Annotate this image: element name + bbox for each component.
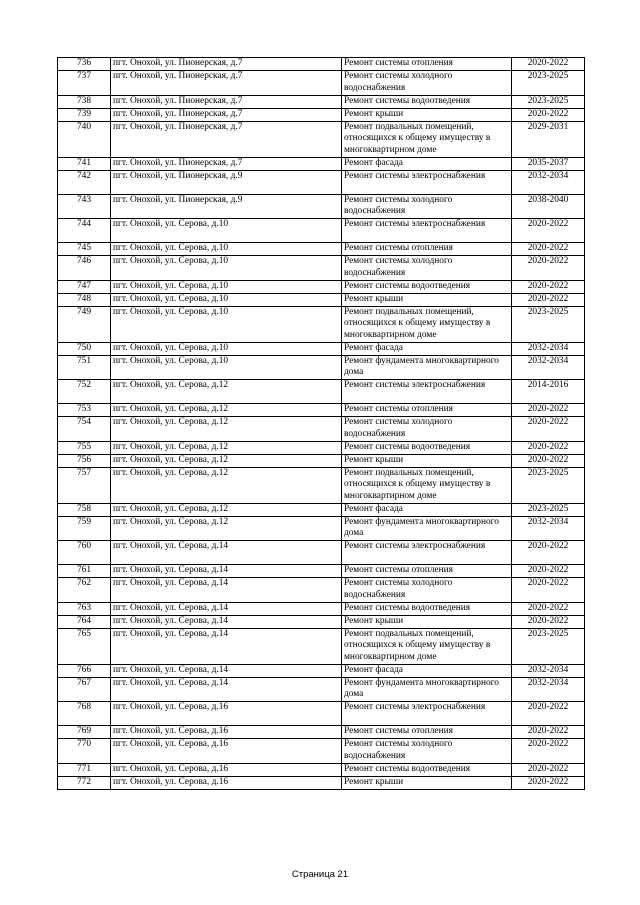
row-number: 753 — [58, 404, 111, 417]
work-type-cell: Ремонт системы электроснабжения — [342, 219, 512, 243]
period-cell: 2020-2022 — [512, 293, 585, 306]
period-cell: 2020-2022 — [512, 219, 585, 243]
address-cell: пгт. Онохой, ул. Серова, д.12 — [111, 441, 342, 454]
period-cell: 2032-2034 — [512, 342, 585, 355]
work-type-cell: Ремонт фундамента многоквартирного дома — [342, 516, 512, 541]
address-cell: пгт. Онохой, ул. Серова, д.12 — [111, 380, 342, 404]
address-cell: пгт. Онохой, ул. Пионерская, д.9 — [111, 194, 342, 219]
work-type-cell: Ремонт системы электроснабжения — [342, 380, 512, 404]
work-type-cell: Ремонт системы водоотведения — [342, 95, 512, 108]
work-type-cell: Ремонт крыши — [342, 615, 512, 628]
work-type-cell: Ремонт фундамента многоквартирного дома — [342, 677, 512, 702]
period-cell: 2023-2025 — [512, 71, 585, 96]
work-type-cell: Ремонт системы холодного водоснабжения — [342, 71, 512, 96]
period-cell: 2020-2022 — [512, 243, 585, 256]
row-number: 772 — [58, 776, 111, 789]
work-type-cell: Ремонт фасада — [342, 664, 512, 677]
row-number: 750 — [58, 342, 111, 355]
address-cell: пгт. Онохой, ул. Серова, д.14 — [111, 677, 342, 702]
row-number: 751 — [58, 355, 111, 380]
table-row — [58, 454, 585, 467]
period-cell: 2032-2034 — [512, 516, 585, 541]
row-number: 769 — [58, 726, 111, 739]
repair-schedule-table — [57, 57, 585, 790]
table-row — [58, 380, 585, 404]
table-row — [58, 170, 585, 194]
period-cell: 2020-2022 — [512, 454, 585, 467]
address-cell: пгт. Онохой, ул. Серова, д.12 — [111, 454, 342, 467]
work-type-cell: Ремонт крыши — [342, 454, 512, 467]
work-type-cell: Ремонт системы холодного водоснабжения — [342, 578, 512, 603]
period-cell: 2020-2022 — [512, 702, 585, 726]
period-cell: 2020-2022 — [512, 578, 585, 603]
row-number: 759 — [58, 516, 111, 541]
table-row — [58, 58, 585, 71]
work-type-cell: Ремонт фасада — [342, 503, 512, 516]
period-cell: 2020-2022 — [512, 108, 585, 121]
table-row — [58, 256, 585, 281]
row-number: 760 — [58, 541, 111, 565]
row-number: 739 — [58, 108, 111, 121]
address-cell: пгт. Онохой, ул. Серова, д.12 — [111, 417, 342, 442]
work-type-cell: Ремонт крыши — [342, 108, 512, 121]
table-row — [58, 219, 585, 243]
address-cell: пгт. Онохой, ул. Серова, д.16 — [111, 776, 342, 789]
work-type-cell: Ремонт фасада — [342, 342, 512, 355]
table-row — [58, 95, 585, 108]
table-row — [58, 342, 585, 355]
period-cell: 2020-2022 — [512, 726, 585, 739]
work-type-cell: Ремонт системы электроснабжения — [342, 702, 512, 726]
row-number: 761 — [58, 565, 111, 578]
row-number: 758 — [58, 503, 111, 516]
table-row — [58, 763, 585, 776]
table-row — [58, 628, 585, 664]
period-cell: 2032-2034 — [512, 355, 585, 380]
table-row — [58, 157, 585, 170]
address-cell: пгт. Онохой, ул. Пионерская, д.7 — [111, 71, 342, 96]
period-cell: 2020-2022 — [512, 739, 585, 764]
work-type-cell: Ремонт системы отопления — [342, 565, 512, 578]
period-cell: 2023-2025 — [512, 467, 585, 503]
row-number: 755 — [58, 441, 111, 454]
table-row — [58, 417, 585, 442]
row-number: 743 — [58, 194, 111, 219]
address-cell: пгт. Онохой, ул. Серова, д.14 — [111, 664, 342, 677]
row-number: 770 — [58, 739, 111, 764]
work-type-cell: Ремонт системы холодного водоснабжения — [342, 739, 512, 764]
period-cell: 2020-2022 — [512, 256, 585, 281]
table-row — [58, 516, 585, 541]
period-cell: 2020-2022 — [512, 565, 585, 578]
period-cell: 2023-2025 — [512, 628, 585, 664]
address-cell: пгт. Онохой, ул. Серова, д.10 — [111, 342, 342, 355]
table-row — [58, 664, 585, 677]
table-row — [58, 541, 585, 565]
table-row — [58, 776, 585, 789]
period-cell: 2020-2022 — [512, 541, 585, 565]
period-cell: 2029-2031 — [512, 121, 585, 157]
table-row — [58, 503, 585, 516]
period-cell: 2020-2022 — [512, 776, 585, 789]
period-cell: 2020-2022 — [512, 763, 585, 776]
table-row — [58, 71, 585, 96]
work-type-cell: Ремонт системы водоотведения — [342, 441, 512, 454]
period-cell: 2038-2040 — [512, 194, 585, 219]
address-cell: пгт. Онохой, ул. Серова, д.16 — [111, 763, 342, 776]
row-number: 740 — [58, 121, 111, 157]
address-cell: пгт. Онохой, ул. Серова, д.10 — [111, 280, 342, 293]
work-type-cell: Ремонт системы электроснабжения — [342, 170, 512, 194]
row-number: 763 — [58, 602, 111, 615]
address-cell: пгт. Онохой, ул. Серова, д.10 — [111, 355, 342, 380]
table-body — [58, 58, 585, 790]
row-number: 767 — [58, 677, 111, 702]
table-row — [58, 726, 585, 739]
period-cell: 2023-2025 — [512, 503, 585, 516]
address-cell: пгт. Онохой, ул. Серова, д.12 — [111, 404, 342, 417]
work-type-cell: Ремонт системы отопления — [342, 58, 512, 71]
table-row — [58, 194, 585, 219]
table-row — [58, 578, 585, 603]
row-number: 765 — [58, 628, 111, 664]
table-row — [58, 467, 585, 503]
row-number: 749 — [58, 306, 111, 342]
row-number: 747 — [58, 280, 111, 293]
table-row — [58, 121, 585, 157]
period-cell: 2035-2037 — [512, 157, 585, 170]
table-row — [58, 441, 585, 454]
address-cell: пгт. Онохой, ул. Серова, д.12 — [111, 516, 342, 541]
row-number: 742 — [58, 170, 111, 194]
period-cell: 2020-2022 — [512, 280, 585, 293]
table-row — [58, 677, 585, 702]
address-cell: пгт. Онохой, ул. Пионерская, д.9 — [111, 170, 342, 194]
row-number: 766 — [58, 664, 111, 677]
address-cell: пгт. Онохой, ул. Пионерская, д.7 — [111, 108, 342, 121]
table-row — [58, 702, 585, 726]
row-number: 748 — [58, 293, 111, 306]
work-type-cell: Ремонт подвальных помещений, относящихся к общему имуществу в многоквартирном доме — [342, 306, 512, 342]
row-number: 754 — [58, 417, 111, 442]
table-row — [58, 404, 585, 417]
row-number: 745 — [58, 243, 111, 256]
work-type-cell: Ремонт подвальных помещений, относящихся к общему имуществу в многоквартирном доме — [342, 121, 512, 157]
address-cell: пгт. Онохой, ул. Серова, д.12 — [111, 467, 342, 503]
period-cell: 2032-2034 — [512, 664, 585, 677]
work-type-cell: Ремонт системы холодного водоснабжения — [342, 194, 512, 219]
address-cell: пгт. Онохой, ул. Серова, д.10 — [111, 243, 342, 256]
address-cell: пгт. Онохой, ул. Серова, д.14 — [111, 615, 342, 628]
address-cell: пгт. Онохой, ул. Пионерская, д.7 — [111, 58, 342, 71]
address-cell: пгт. Онохой, ул. Серова, д.10 — [111, 293, 342, 306]
work-type-cell: Ремонт фасада — [342, 157, 512, 170]
work-type-cell: Ремонт подвальных помещений, относящихся к общему имуществу в многоквартирном доме — [342, 467, 512, 503]
table-row — [58, 293, 585, 306]
work-type-cell: Ремонт фундамента многоквартирного дома — [342, 355, 512, 380]
period-cell: 2020-2022 — [512, 602, 585, 615]
address-cell: пгт. Онохой, ул. Серова, д.10 — [111, 256, 342, 281]
work-type-cell: Ремонт крыши — [342, 293, 512, 306]
period-cell: 2023-2025 — [512, 306, 585, 342]
address-cell: пгт. Онохой, ул. Пионерская, д.7 — [111, 95, 342, 108]
address-cell: пгт. Онохой, ул. Серова, д.14 — [111, 602, 342, 615]
work-type-cell: Ремонт системы отопления — [342, 726, 512, 739]
work-type-cell: Ремонт крыши — [342, 776, 512, 789]
row-number: 762 — [58, 578, 111, 603]
address-cell: пгт. Онохой, ул. Серова, д.14 — [111, 578, 342, 603]
work-type-cell: Ремонт системы водоотведения — [342, 602, 512, 615]
period-cell: 2023-2025 — [512, 95, 585, 108]
row-number: 756 — [58, 454, 111, 467]
row-number: 744 — [58, 219, 111, 243]
row-number: 757 — [58, 467, 111, 503]
row-number: 736 — [58, 58, 111, 71]
work-type-cell: Ремонт системы отопления — [342, 404, 512, 417]
row-number: 737 — [58, 71, 111, 96]
row-number: 752 — [58, 380, 111, 404]
address-cell: пгт. Онохой, ул. Пионерская, д.7 — [111, 121, 342, 157]
address-cell: пгт. Онохой, ул. Серова, д.14 — [111, 565, 342, 578]
period-cell: 2020-2022 — [512, 417, 585, 442]
table-row — [58, 739, 585, 764]
work-type-cell: Ремонт системы водоотведения — [342, 763, 512, 776]
period-cell: 2020-2022 — [512, 58, 585, 71]
period-cell: 2014-2016 — [512, 380, 585, 404]
address-cell: пгт. Онохой, ул. Серова, д.14 — [111, 541, 342, 565]
work-type-cell: Ремонт системы электроснабжения — [342, 541, 512, 565]
period-cell: 2032-2034 — [512, 170, 585, 194]
row-number: 771 — [58, 763, 111, 776]
row-number: 764 — [58, 615, 111, 628]
table-row — [58, 306, 585, 342]
address-cell: пгт. Онохой, ул. Серова, д.10 — [111, 306, 342, 342]
address-cell: пгт. Онохой, ул. Серова, д.16 — [111, 739, 342, 764]
period-cell: 2020-2022 — [512, 441, 585, 454]
address-cell: пгт. Онохой, ул. Серова, д.10 — [111, 219, 342, 243]
table-row — [58, 108, 585, 121]
work-type-cell: Ремонт системы холодного водоснабжения — [342, 256, 512, 281]
row-number: 768 — [58, 702, 111, 726]
period-cell: 2032-2034 — [512, 677, 585, 702]
table-row — [58, 280, 585, 293]
page-number: Страница 21 — [291, 869, 349, 880]
address-cell: пгт. Онохой, ул. Серова, д.12 — [111, 503, 342, 516]
table-row — [58, 355, 585, 380]
row-number: 738 — [58, 95, 111, 108]
work-type-cell: Ремонт системы отопления — [342, 243, 512, 256]
table-row — [58, 243, 585, 256]
address-cell: пгт. Онохой, ул. Серова, д.16 — [111, 702, 342, 726]
work-type-cell: Ремонт подвальных помещений, относящихся к общему имуществу в многоквартирном доме — [342, 628, 512, 664]
table-row — [58, 615, 585, 628]
work-type-cell: Ремонт системы холодного водоснабжения — [342, 417, 512, 442]
row-number: 741 — [58, 157, 111, 170]
table-row — [58, 565, 585, 578]
row-number: 746 — [58, 256, 111, 281]
table-row — [58, 602, 585, 615]
address-cell: пгт. Онохой, ул. Пионерская, д.7 — [111, 157, 342, 170]
period-cell: 2020-2022 — [512, 404, 585, 417]
address-cell: пгт. Онохой, ул. Серова, д.14 — [111, 628, 342, 664]
period-cell: 2020-2022 — [512, 615, 585, 628]
address-cell: пгт. Онохой, ул. Серова, д.16 — [111, 726, 342, 739]
work-type-cell: Ремонт системы водоотведения — [342, 280, 512, 293]
